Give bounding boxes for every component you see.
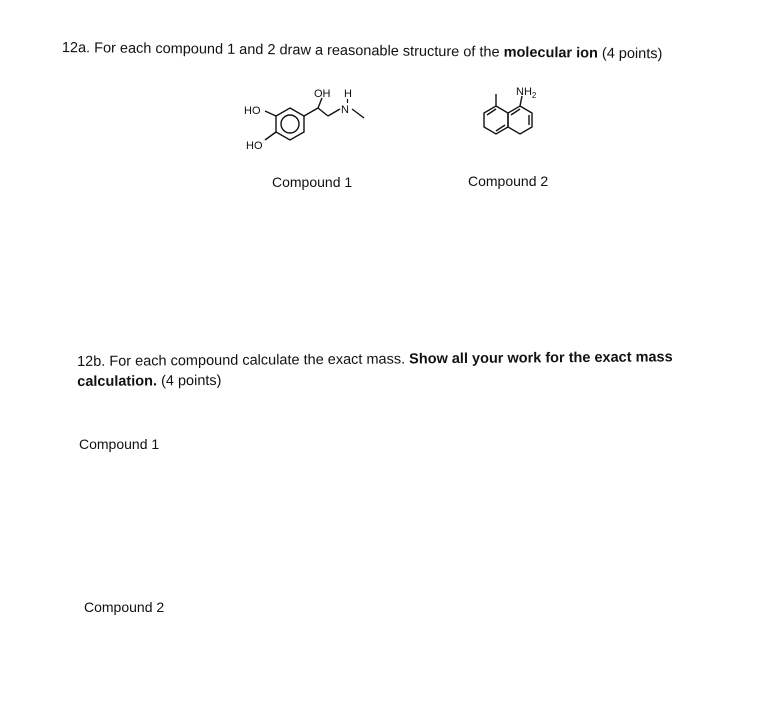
question-12a-text: 12a. For each compound 1 and 2 draw a reasonable structure of the bbox=[61, 39, 504, 61]
question-12b-bold: Show all your work for the exact mass calculation. bbox=[77, 349, 673, 390]
compound-1-label: Compound 1 bbox=[272, 174, 353, 190]
n-label: N bbox=[341, 104, 349, 116]
ho-bottom-label: HO bbox=[246, 140, 263, 152]
work-compound-1-label: Compound 1 bbox=[79, 436, 160, 452]
compound-2-structure bbox=[470, 82, 560, 147]
question-12b-points: (4 points) bbox=[156, 372, 222, 390]
question-12a-points: (4 points) bbox=[597, 45, 663, 63]
compound-2-label: Compound 2 bbox=[468, 173, 549, 189]
aromatic-circle bbox=[281, 115, 299, 133]
question-12b-text: 12b. For each compound calculate the exact mass. bbox=[77, 351, 410, 370]
oh-label: OH bbox=[314, 88, 331, 100]
question-12a bbox=[62, 38, 663, 64]
benzene-ring bbox=[276, 108, 304, 140]
nh2-label: $NH_2$ bbox=[516, 86, 537, 100]
compound-1-structure bbox=[238, 82, 378, 157]
h-label: H bbox=[344, 88, 352, 100]
ho-top-label: HO bbox=[244, 105, 261, 117]
question-12b bbox=[77, 347, 727, 392]
question-12a-bold: molecular ion bbox=[503, 44, 598, 62]
work-compound-2-label: Compound 2 bbox=[84, 599, 165, 615]
